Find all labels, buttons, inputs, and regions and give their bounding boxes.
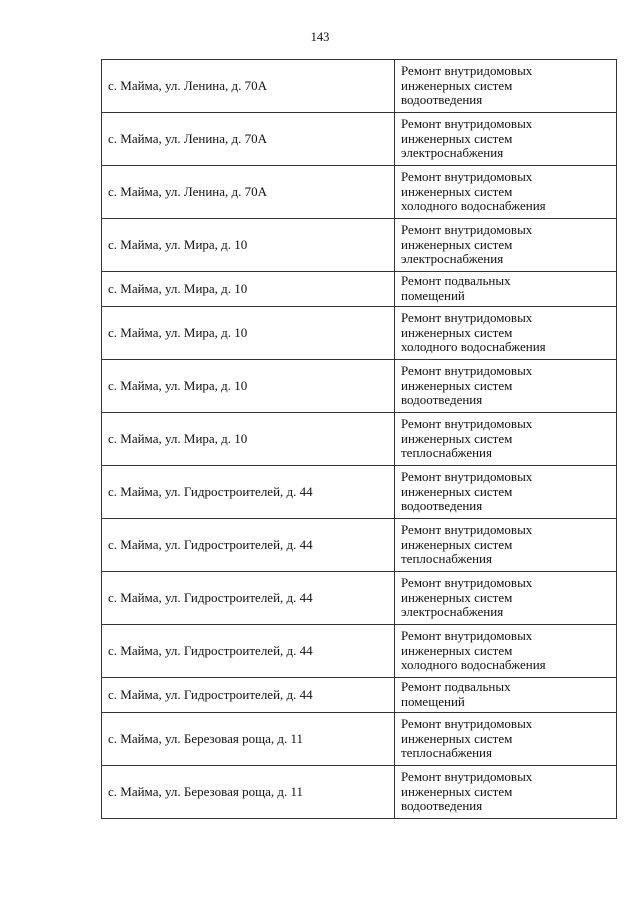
address-cell: с. Майма, ул. Ленина, д. 70А: [102, 113, 395, 166]
work-type-cell: [395, 360, 617, 413]
table-row: [102, 360, 617, 413]
work-type-line: инженерных систем: [401, 536, 513, 552]
work-type-cell: [395, 272, 617, 307]
work-type-line: Ремонт внутридомовых: [401, 63, 533, 79]
address-cell: с. Майма, ул. Мира, д. 10: [102, 307, 395, 360]
work-type-cell: [395, 113, 617, 166]
work-type-line: инженерных систем: [401, 783, 513, 799]
work-type-line: инженерных систем: [401, 483, 513, 499]
work-type-line: Ремонт внутридомовых: [401, 222, 533, 238]
address-cell: с. Майма, ул. Ленина, д. 70А: [102, 166, 395, 219]
table-row: [102, 713, 617, 766]
work-type-line: инженерных систем: [401, 377, 513, 393]
work-type-line: водоотведения: [401, 392, 483, 408]
address-cell: с. Майма, ул. Гидростроителей, д. 44: [102, 519, 395, 572]
page-number: 143: [310, 30, 330, 44]
work-type-line: электроснабжения: [401, 145, 504, 161]
address-cell: с. Майма, ул. Гидростроителей, д. 44: [102, 572, 395, 625]
work-type-line: теплоснабжения: [401, 445, 492, 461]
work-type-line: инженерных систем: [401, 77, 513, 93]
works-table-body: [102, 60, 617, 819]
work-type-line: Ремонт подвальных: [401, 679, 511, 695]
work-type-line: инженерных систем: [401, 430, 513, 446]
work-type-line: теплоснабжения: [401, 551, 492, 567]
work-type-cell: [395, 572, 617, 625]
works-table: [101, 59, 617, 819]
address-cell: с. Майма, ул. Мира, д. 10: [102, 219, 395, 272]
address-cell: с. Майма, ул. Гидростроителей, д. 44: [102, 625, 395, 678]
work-type-line: Ремонт внутридомовых: [401, 522, 533, 538]
work-type-line: Ремонт внутридомовых: [401, 769, 533, 785]
work-type-line: инженерных систем: [401, 183, 513, 199]
address-cell: с. Майма, ул. Березовая роща, д. 11: [102, 766, 395, 819]
work-type-line: инженерных систем: [401, 589, 513, 605]
table-row: [102, 60, 617, 113]
address-cell: с. Майма, ул. Березовая роща, д. 11: [102, 713, 395, 766]
table-row: [102, 625, 617, 678]
address-cell: с. Майма, ул. Мира, д. 10: [102, 360, 395, 413]
table-row: [102, 413, 617, 466]
table-row: [102, 113, 617, 166]
work-type-line: холодного водоснабжения: [401, 339, 546, 355]
work-type-cell: [395, 625, 617, 678]
work-type-line: Ремонт внутридомовых: [401, 116, 533, 132]
work-type-line: инженерных систем: [401, 130, 513, 146]
work-type-line: Ремонт подвальных: [401, 273, 511, 289]
work-type-line: холодного водоснабжения: [401, 657, 546, 673]
table-row: [102, 466, 617, 519]
work-type-line: электроснабжения: [401, 604, 504, 620]
table-row: [102, 219, 617, 272]
work-type-cell: [395, 413, 617, 466]
work-type-cell: [395, 713, 617, 766]
table-row: [102, 766, 617, 819]
work-type-line: инженерных систем: [401, 236, 513, 252]
address-cell: с. Майма, ул. Мира, д. 10: [102, 272, 395, 307]
work-type-cell: [395, 60, 617, 113]
work-type-line: электроснабжения: [401, 251, 504, 267]
table-row: [102, 272, 617, 307]
work-type-line: Ремонт внутридомовых: [401, 575, 533, 591]
work-type-line: водоотведения: [401, 798, 483, 814]
work-type-line: водоотведения: [401, 92, 483, 108]
work-type-cell: [395, 519, 617, 572]
table-row: [102, 519, 617, 572]
work-type-line: помещений: [401, 694, 465, 709]
work-type-line: Ремонт внутридомовых: [401, 169, 533, 185]
work-type-line: инженерных систем: [401, 642, 513, 658]
work-type-line: инженерных систем: [401, 730, 513, 746]
work-type-line: теплоснабжения: [401, 745, 492, 761]
work-type-line: Ремонт внутридомовых: [401, 469, 533, 485]
address-cell: с. Майма, ул. Гидростроителей, д. 44: [102, 466, 395, 519]
work-type-cell: [395, 766, 617, 819]
table-row: [102, 166, 617, 219]
address-cell: с. Майма, ул. Гидростроителей, д. 44: [102, 678, 395, 713]
work-type-cell: [395, 678, 617, 713]
work-type-line: Ремонт внутридомовых: [401, 310, 533, 326]
work-type-line: водоотведения: [401, 498, 483, 514]
work-type-line: Ремонт внутридомовых: [401, 416, 533, 432]
work-type-line: инженерных систем: [401, 324, 513, 340]
work-type-cell: [395, 466, 617, 519]
address-cell: с. Майма, ул. Мира, д. 10: [102, 413, 395, 466]
table-row: [102, 307, 617, 360]
work-type-line: холодного водоснабжения: [401, 198, 546, 214]
work-type-cell: [395, 307, 617, 360]
work-type-line: Ремонт внутридомовых: [401, 363, 533, 379]
table-row: [102, 678, 617, 713]
address-cell: с. Майма, ул. Ленина, д. 70А: [102, 60, 395, 113]
work-type-line: Ремонт внутридомовых: [401, 628, 533, 644]
work-type-cell: [395, 166, 617, 219]
work-type-line: Ремонт внутридомовых: [401, 716, 533, 732]
table-row: [102, 572, 617, 625]
work-type-cell: [395, 219, 617, 272]
work-type-line: помещений: [401, 288, 465, 303]
